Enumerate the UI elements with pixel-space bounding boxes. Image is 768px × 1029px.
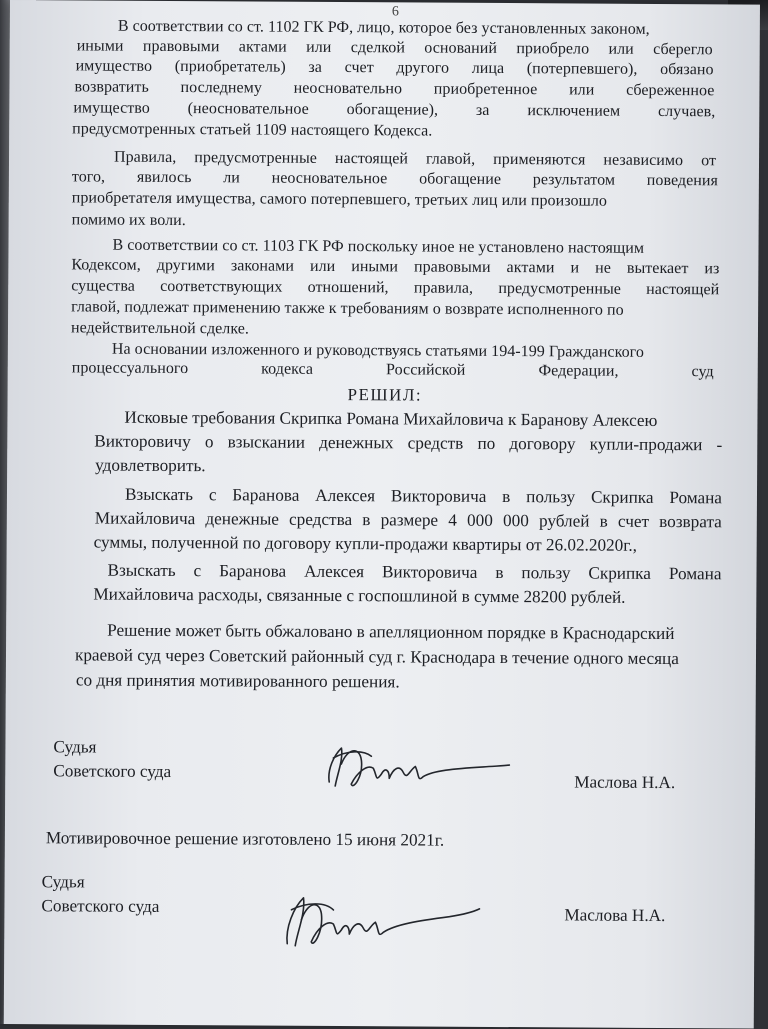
text-line: недействительной сделке. bbox=[70, 319, 250, 338]
court-name: Советского суда bbox=[41, 896, 160, 916]
text-line: помимо их воли. bbox=[71, 211, 186, 230]
text-line: краевой суд через Советский районный суд г. Краснодара в течение одного месяца bbox=[74, 645, 679, 669]
document-page bbox=[4, 0, 760, 1029]
text-line: того, явилось ли неосновательное обогащение результатом поведения bbox=[71, 168, 718, 190]
text-line: Кодексом, другими законами или иными правовыми актами и не вытекает из bbox=[71, 256, 720, 278]
text-line: приобретателя имущества, самого потерпевшего, третьих лиц или произошло bbox=[71, 189, 608, 210]
text-line: Правила, предусмотренные настоящей главой, применяются независимо от bbox=[113, 148, 717, 170]
text-line: Взыскать с Баранова Алексея Викторовича в пользу Скрипка Романа bbox=[107, 560, 722, 584]
text-line: Викторовичу о взыскании денежных средств по договору купли-продажи - bbox=[94, 431, 723, 455]
text-line: суммы, полученной по договору купли-продажи квартиры от 26.02.2020г., bbox=[93, 532, 638, 555]
text-line: предусмотренных статьей 1109 настоящего Кодекса. bbox=[72, 120, 433, 140]
handwritten-signature bbox=[323, 734, 523, 795]
judge-name: Маслова Н.А. bbox=[574, 772, 676, 793]
text-line: существа соответствующих отношений, правила, предусмотренные настоящей bbox=[71, 277, 720, 299]
text-line: удовлетворить. bbox=[95, 455, 206, 476]
text-line: иными правовыми актами или сделкой оснований приобрело или сберегло bbox=[76, 37, 713, 59]
court-name: Советского суда bbox=[53, 761, 172, 781]
text-line: имущество (неосновательное обогащение), за исключением случаев, bbox=[73, 99, 716, 121]
judge-title: Судья bbox=[41, 872, 85, 892]
text-line: Взыскать с Баранова Алексея Викторовича в пользу Скрипка Романа bbox=[124, 484, 723, 508]
text-line: со дня принятия мотивированного решения. bbox=[75, 670, 400, 692]
text-line: имущество (приобретатель) за счет другого лица (потерпевшего), обязано bbox=[75, 57, 714, 79]
judge-title: Судья bbox=[53, 737, 97, 757]
text-line: главой, подлежат применению также к требованиям о возврате исполненного по bbox=[71, 298, 624, 319]
text-line: Решение может быть обжаловано в апелляционном порядке в Краснодарский bbox=[107, 620, 675, 644]
judge-name: Маслова Н.А. bbox=[564, 905, 666, 926]
text-line: В соответствии со ст. 1103 ГК РФ поскольку иное не установлено настоящим bbox=[112, 236, 645, 257]
decision-heading: РЕШИЛ: bbox=[347, 385, 423, 405]
page-number: 6 bbox=[391, 4, 399, 20]
reasoned-decision-note: Мотивировочное решение изготовлено 15 июня 2021г. bbox=[45, 828, 445, 850]
text-line: Михайловича расходы, связанные с госпошлиной в сумме 28200 рублей. bbox=[93, 584, 626, 607]
text-line: В соответствии со ст. 1102 ГК РФ, лицо, которое без установленных законом, bbox=[117, 17, 650, 38]
text-line: возвратить последнему неосновательно приобретенное или сбереженное bbox=[74, 78, 715, 100]
handwritten-signature bbox=[279, 884, 489, 955]
text-line: процессуального кодекса Российской Федерации, суд bbox=[71, 359, 714, 381]
text-line: Михайловича денежные средства в размере 4 000 000 рублей в счет возврата bbox=[94, 508, 722, 532]
text-line: На основании изложенного и руководствуясь статьями 194-199 Гражданского bbox=[111, 340, 644, 361]
text-line: Исковые требования Скрипка Романа Михайловича к Баранову Алексею bbox=[124, 407, 658, 430]
